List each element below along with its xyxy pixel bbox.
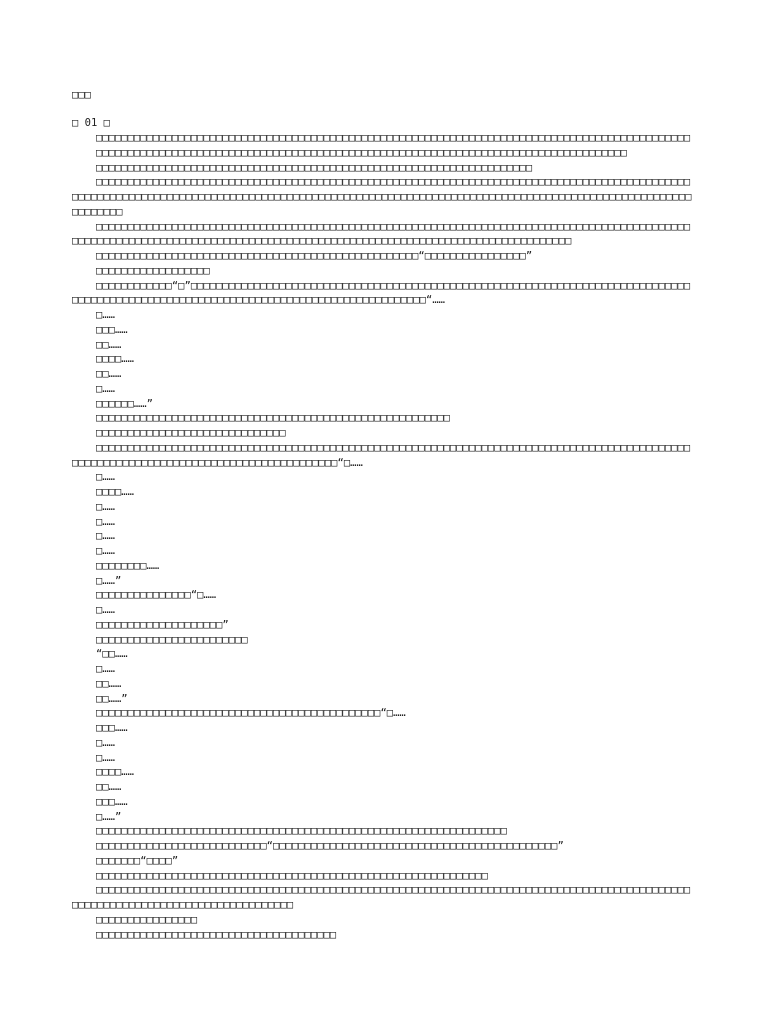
paragraph: □□□□□□□□□□□□□□□□□□□□□□□□□□□□□□□□□□□□□□□□□□□□□□□□□□□□□□□□□□□□□□□□□□□□□□□□□□□□□□□□□□□□□□□□□□□□□□□□□□□□□□□□□□□□□□□□□□□□□□□□□□□□□□□□□	[72, 884, 691, 911]
paragraph: □□□□□□□□□□□□□□□□□□□□□□□□□□□□□□□□□□□□□□	[96, 928, 337, 941]
paragraph: □□□□□□□□□□□□□□□□□□□□□□□□□□□□□□□□□□□□□□□□□□□□□□□□□□□□□□□□□□□□□□	[96, 869, 488, 882]
paragraph: □□□□□□□□□□□□□□□□□□□□□□□□□□□□□□	[96, 427, 286, 439]
paragraph: □□……	[96, 677, 122, 690]
paragraph: □……	[96, 382, 115, 395]
paragraph: □□□□□□□□□□□□□□□□□□□□□□□□□□□“□□□□□□□□□□□□□□□□□□□□□□□□□□□□□□□□□□□□□□□□□□□□□”	[96, 840, 564, 852]
paragraph: □……”	[96, 810, 122, 823]
paragraph: □□□□□□□□□□□□□□□□	[96, 913, 198, 926]
paragraph: □……	[96, 515, 115, 528]
paragraph: □□□□□□□□□□□□□□□□□□□□”	[96, 618, 229, 631]
paragraph: □……	[96, 663, 115, 675]
paragraph: □□□□□□□□□□□□□□□□□□□□□□□□□□□□□□□□□□□□□□□□□□□□□“□……	[96, 707, 406, 720]
chapter-heading: □ 01 □	[72, 117, 110, 129]
paragraph: □□□□□□□□□□□□□□□□□□□□□□□□□□□□□□□□□□□□□□□□□□□□□□□□□□□□□□□□□□□□□□□□□□□□□□□□□□□□□□□□□□□□□□□□□□□□□□□□□□□□□□□□□□□□□□□□□□□□□□□□□□□□□□□□□□□□□□□□“□……	[72, 441, 691, 469]
paragraph: □□……	[96, 368, 122, 380]
paragraph: □……	[96, 736, 115, 749]
paragraph: □……	[96, 309, 115, 321]
paragraph: □……	[96, 471, 115, 484]
paragraph: □□□□□□□“□□□□”	[96, 854, 179, 867]
paragraph: □□□……	[96, 323, 128, 336]
paragraph: □□□□□□□□□□□□□□□□□□□□□□□□□□□□□□□□□□□□□□□□□□□□□□□□□□□□□□□□□□□□□□□□□□□□□□□□□□□□□□□□□□□□□□□□□□□□□□□□□□□□□□□□□□□□□□□□□□□□□□□□□□□□□□□□□□□□□□□□□□□□□□□□□□□□□□□□□□□□□□□□□□□□□□□□□□□□□□□□□□□□□□□□□□□□□□□□□□□□□□□□	[72, 176, 692, 218]
paragraph: □□□□□□□□□□□□□□□□□□□□□□□□□□□□□□□□□□□□□□□□□□□□□□□□□□□□□□□□□□□□□□□□□	[96, 825, 507, 838]
paragraph: □□□□□□□□□□□□□□□□□□□□□□□□	[96, 633, 248, 646]
paragraph: □□……”	[96, 692, 128, 705]
paragraph: □□□□□□□□……	[96, 559, 160, 572]
book-page	[72, 88, 696, 942]
paragraph: □……	[96, 500, 115, 513]
paragraph: □……”	[96, 574, 122, 587]
paragraph: □□□□□□□□□□□□□□□□□□□□□□□□□□□□□□□□□□□□□□□□□□□□□□□□□□□□□□□□□□□□□□□□□□□□□	[96, 161, 533, 174]
paragraph: □□□□□□……”	[96, 397, 153, 410]
paragraph: □□□……	[96, 722, 128, 734]
chapter-body	[72, 131, 696, 942]
paragraph: □□□□……	[96, 486, 134, 498]
paragraph: □……	[96, 751, 115, 764]
paragraph: □□……	[96, 781, 122, 793]
paragraph: □□□□□□□□□□□□□□□□□□□□□□□□□□□□□□□□□□□□□□□□□□□□□□□□□□□“□□□□□□□□□□□□□□□□”	[96, 250, 533, 262]
paragraph: □□□……	[96, 795, 128, 808]
paragraph: □……	[96, 530, 115, 543]
paragraph: □□……	[96, 338, 122, 351]
paragraph: □……	[96, 545, 115, 557]
paragraph: □□□□……	[96, 766, 134, 779]
book-title: □□□	[72, 89, 91, 101]
paragraph: □□□□……	[96, 353, 134, 366]
paragraph: □□□□□□□□□□□□□□□□□□□□□□□□□□□□□□□□□□□□□□□□□□□□□□□□□□□□□□□□□□□□□□□□□□□□□□□□□□□□□□□□□□□□□□□□□□□□□□□□□□□□□□□□□□□□□□□□□□□□□□□□□□□□□□□□□□□□□□□□□□□□□□□□□□□□□□□□□□□□□□□□□□□□□□□□□□□□□	[72, 220, 691, 248]
paragraph: “□□……	[96, 648, 128, 661]
paragraph: □……	[96, 604, 115, 616]
paragraph: □□□□□□□□□□□□□□□□□□□□□□□□□□□□□□□□□□□□□□□□□□□□□□□□□□□□□□□□	[96, 412, 451, 425]
paragraph: □□□□□□□□□□□□□□□□□□□□□□□□□□□□□□□□□□□□□□□□□□□□□□□□□□□□□□□□□□□□□□□□□□□□□□□□□□□□□□□□□□□□	[96, 146, 628, 159]
paragraph: □□□□□□□□□□□□□□□“□……	[96, 589, 217, 602]
paragraph: □□□□□□□□□□□□□□□□□□	[96, 264, 210, 277]
paragraph: □□□□□□□□□□□□“□”□□□□□□□□□□□□□□□□□□□□□□□□□□□□□□□□□□□□□□□□□□□□□□□□□□□□□□□□□□□□□□□□□□□□□□□□□□□□□□□□□□□□□□□□□□□□□□□□□□□□□□□□□□□□□□□□□□□□□□□□□□□□□□□□□□□□□□□“……	[72, 279, 691, 307]
paragraph: □□□□□□□□□□□□□□□□□□□□□□□□□□□□□□□□□□□□□□□□□□□□□□□□□□□□□□□□□□□□□□□□□□□□□□□□□□□□□□□□□□□□□□□□□□□□□□	[96, 132, 691, 144]
